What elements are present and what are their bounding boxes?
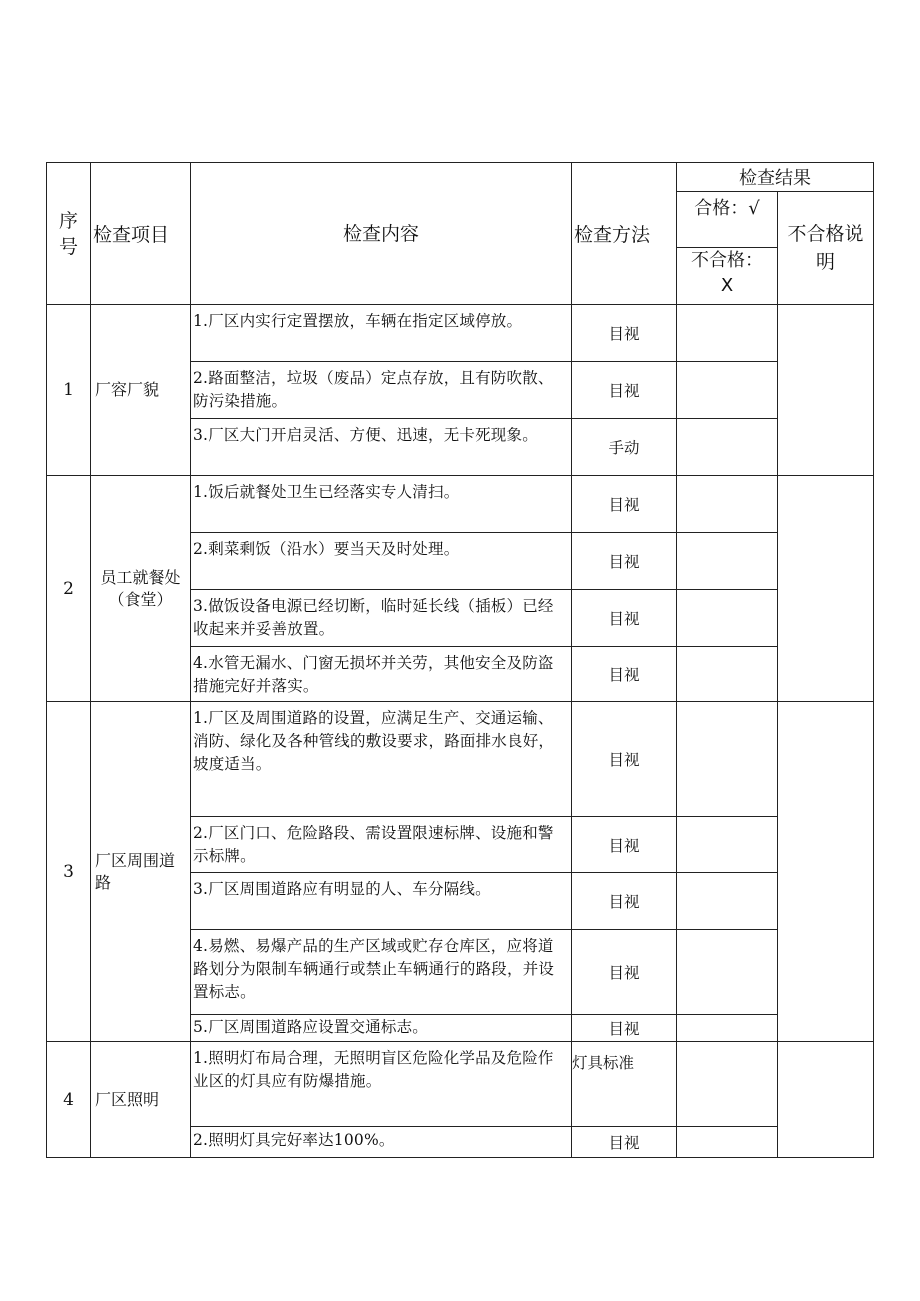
section-item: 员工就餐处（食堂） [91, 476, 191, 702]
check-content: 3.厂区周围道路应有明显的人、车分隔线。 [191, 873, 572, 930]
check-method: 目视 [572, 930, 677, 1015]
table-row [47, 1042, 874, 1127]
check-method: 目视 [572, 476, 677, 533]
result-cell[interactable] [677, 1015, 778, 1042]
check-method: 目视 [572, 362, 677, 419]
result-cell[interactable] [677, 930, 778, 1015]
header-pass: 合格：√ [677, 192, 778, 248]
check-content: 1.照明灯布局合理，无照明盲区危险化学品及危险作业区的灯具应有防爆措施。 [191, 1042, 572, 1127]
check-content: 2.路面整洁，垃圾（废品）定点存放，且有防吹散、防污染措施。 [191, 362, 572, 419]
result-cell[interactable] [677, 1127, 778, 1158]
section-item: 厂区照明 [91, 1042, 191, 1158]
table-row [47, 476, 874, 533]
result-cell[interactable] [677, 362, 778, 419]
note-cell[interactable] [778, 1042, 874, 1158]
check-content: 4.水管无漏水、门窗无损坏并关劳，其他安全及防盗措施完好并落实。 [191, 647, 572, 702]
check-method: 目视 [572, 1127, 677, 1158]
result-cell[interactable] [677, 419, 778, 476]
check-content: 4.易燃、易爆产品的生产区域或贮存仓库区，应将道路划分为限制车辆通行或禁止车辆通行的路段，并设置标志。 [191, 930, 572, 1015]
header-content: 检查内容 [191, 163, 572, 305]
result-cell[interactable] [677, 305, 778, 362]
result-cell[interactable] [677, 590, 778, 647]
check-method: 目视 [572, 533, 677, 590]
check-method: 目视 [572, 305, 677, 362]
check-content: 3.厂区大门开启灵活、方便、迅速，无卡死现象。 [191, 419, 572, 476]
check-method: 目视 [572, 647, 677, 702]
check-content: 2.照明灯具完好率达100%。 [191, 1127, 572, 1158]
check-method: 目视 [572, 702, 677, 817]
note-cell[interactable] [778, 476, 874, 702]
header-seq-label: 序号 [58, 209, 78, 258]
check-content: 5.厂区周围道路应设置交通标志。 [191, 1015, 572, 1042]
header-method: 检查方法 [572, 163, 677, 305]
check-content: 1.厂区内实行定置摆放，车辆在指定区域停放。 [191, 305, 572, 362]
header-result: 检查结果 [677, 163, 874, 192]
check-content: 3.做饭设备电源已经切断，临时延长线（插板）已经收起来并妥善放置。 [191, 590, 572, 647]
check-method: 手动 [572, 419, 677, 476]
header-note [778, 192, 874, 305]
section-item: 厂容厂貌 [91, 305, 191, 476]
table-row [47, 702, 874, 817]
check-method: 目视 [572, 873, 677, 930]
section-seq: 1 [47, 305, 91, 476]
check-content: 1.饭后就餐处卫生已经落实专人清扫。 [191, 476, 572, 533]
check-method: 目视 [572, 1015, 677, 1042]
result-cell[interactable] [677, 647, 778, 702]
section-seq: 2 [47, 476, 91, 702]
check-content: 1.厂区及周围道路的设置，应满足生产、交通运输、消防、绿化及各种管线的敷设要求，路面排水良好，坡度适当。 [191, 702, 572, 817]
check-method: 目视 [572, 817, 677, 873]
result-cell[interactable] [677, 702, 778, 817]
header-seq [47, 163, 91, 305]
result-cell[interactable] [677, 476, 778, 533]
check-content: 2.厂区门口、危险路段、需设置限速标牌、设施和警示标牌。 [191, 817, 572, 873]
header-note-label: 不合格说明 [787, 223, 864, 273]
check-method: 灯具标准 [572, 1042, 677, 1127]
result-cell[interactable] [677, 1042, 778, 1127]
note-cell[interactable] [778, 305, 874, 476]
check-method: 目视 [572, 590, 677, 647]
result-cell[interactable] [677, 817, 778, 873]
section-seq: 3 [47, 702, 91, 1042]
check-content: 2.剩菜剩饭（沿水）要当天及时处理。 [191, 533, 572, 590]
note-cell[interactable] [778, 702, 874, 1042]
header-fail-label: 不合格：X [691, 250, 763, 296]
inspection-table [46, 162, 874, 1158]
header-fail [677, 248, 778, 305]
section-seq: 4 [47, 1042, 91, 1158]
table-row [47, 305, 874, 362]
header-item: 检查项目 [91, 163, 191, 305]
section-item: 厂区周围道路 [91, 702, 191, 1042]
result-cell[interactable] [677, 873, 778, 930]
result-cell[interactable] [677, 533, 778, 590]
